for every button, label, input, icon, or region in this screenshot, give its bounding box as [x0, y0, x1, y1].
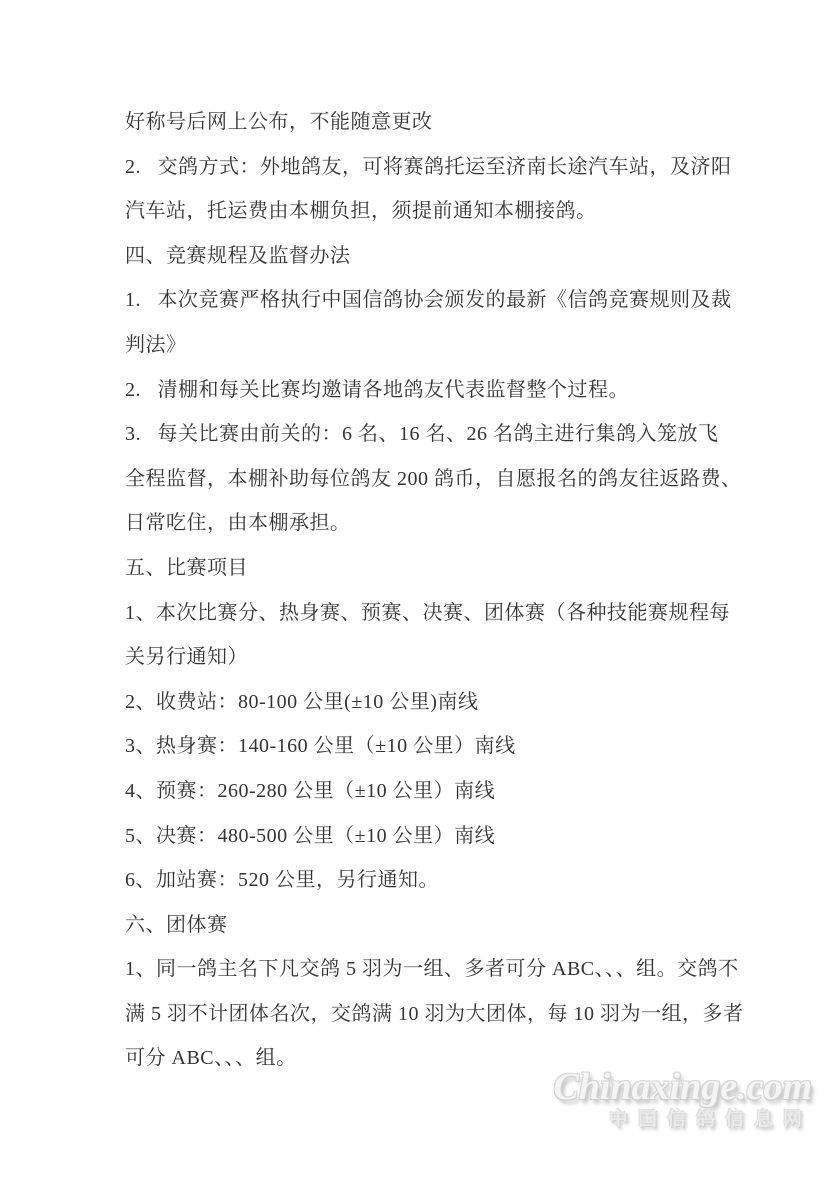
text-line: 好称号后网上公布，不能随意更改: [125, 111, 433, 133]
text-line: 可分 ABC、、、组。: [125, 1047, 297, 1070]
text-line: 3、热身赛：140-160 公里（±10 公里）南线: [125, 735, 516, 758]
text-line: 1、同一鸽主名下凡交鸽 5 羽为一组、多者可分 ABC、、、组。交鸽不: [125, 958, 739, 981]
watermark-brand: Chinaxinge.com: [553, 1066, 812, 1108]
watermark-subtitle: 中国信鸽信息网: [608, 1109, 812, 1130]
text-line: 2、收费站：80-100 公里(±10 公里)南线: [125, 690, 479, 713]
text-line: 五、比赛项目: [125, 556, 248, 579]
text-line: 2. 交鸽方式：外地鸽友，可将赛鸽托运至济南长途汽车站，及济阳: [125, 155, 732, 178]
text-line: 四、竞赛规程及监督办法: [125, 244, 351, 267]
text-line: 全程监督，本棚补助每位鸽友 200 鸽币，自愿报名的鸽友往返路费、: [125, 467, 742, 490]
document-body: [125, 100, 750, 1081]
text-line: 汽车站，托运费由本棚负担，须提前通知本棚接鸽。: [125, 200, 597, 223]
text-line: 满 5 羽不计团体名次，交鸽满 10 羽为大团体，每 10 羽为一组，多者: [125, 1002, 744, 1025]
text-line: 日常吃住，由本棚承担。: [125, 512, 351, 535]
text-line: 1、本次比赛分、热身赛、预赛、决赛、团体赛（各种技能赛规程每: [125, 601, 730, 624]
text-line: 4、预赛：260-280 公里（±10 公里）南线: [125, 779, 496, 802]
text-line: 六、团体赛: [125, 913, 228, 936]
text-line: 5、决赛：480-500 公里（±10 公里）南线: [125, 824, 496, 847]
text-line: 关另行通知）: [125, 646, 248, 669]
text-line: 3. 每关比赛由前关的：6 名、16 名、26 名鸽主进行集鸽入笼放飞: [125, 423, 719, 446]
text-line: 1. 本次竞赛严格执行中国信鸽协会颁发的最新《信鸽竞赛规则及裁: [125, 289, 732, 312]
text-line: 2. 清棚和每关比赛均邀请各地鸽友代表监督整个过程。: [125, 378, 629, 401]
text-line: 判法》: [125, 333, 187, 356]
text-line: 6、加站赛：520 公里，另行通知。: [125, 869, 439, 892]
